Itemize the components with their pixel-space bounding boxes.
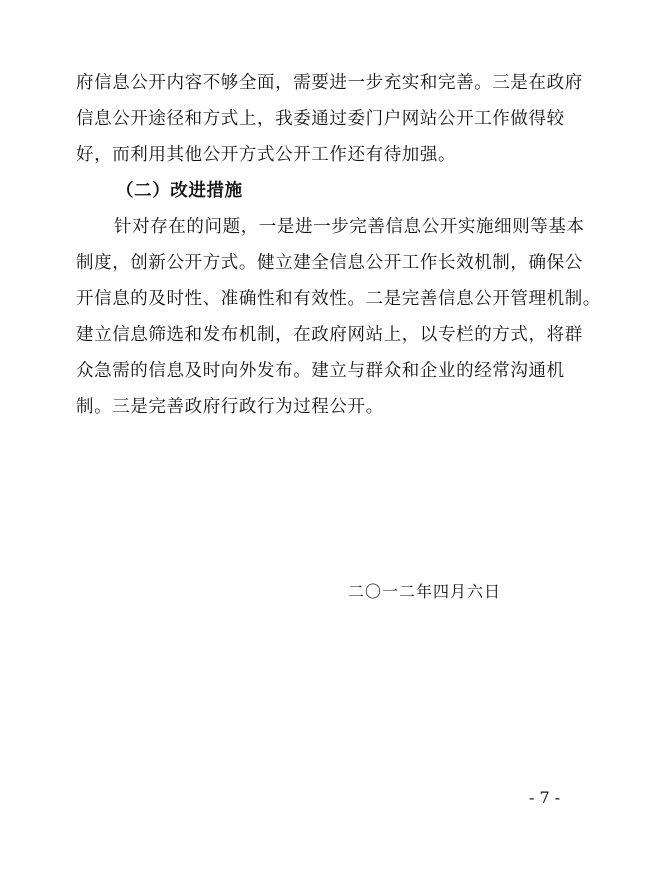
document-date: 二〇一二年四月六日 [348,582,502,601]
page-number: - 7 - [529,788,561,807]
body-line-1: 府信息公开内容不够全面，需要进一步充实和完善。三是在政府 [76,73,583,93]
body-line-6: 开信息的及时性、准确性和有效性。二是完善信息公开管理机制。 [76,289,601,309]
section-heading: （二）改进措施 [116,181,243,201]
body-line-2: 信息公开途径和方式上，我委通过委门户网站公开工作做得较 [76,109,565,129]
body-line-7: 建立信息筛选和发布机制，在政府网站上，以专栏的方式，将群 [76,325,583,345]
body-line-9: 制。三是完善政府行政行为过程公开。 [76,397,384,417]
body-line-5: 制度，创新公开方式。健立建全信息公开工作长效机制，确保公 [76,253,583,273]
body-line-8: 众急需的信息及时向外发布。建立与群众和企业的经常沟通机 [76,361,565,381]
body-line-4: 针对存在的问题，一是进一步完善信息公开实施细则等基本 [114,217,585,237]
body-line-3: 好，而利用其他公开方式公开工作还有待加强。 [76,145,457,165]
